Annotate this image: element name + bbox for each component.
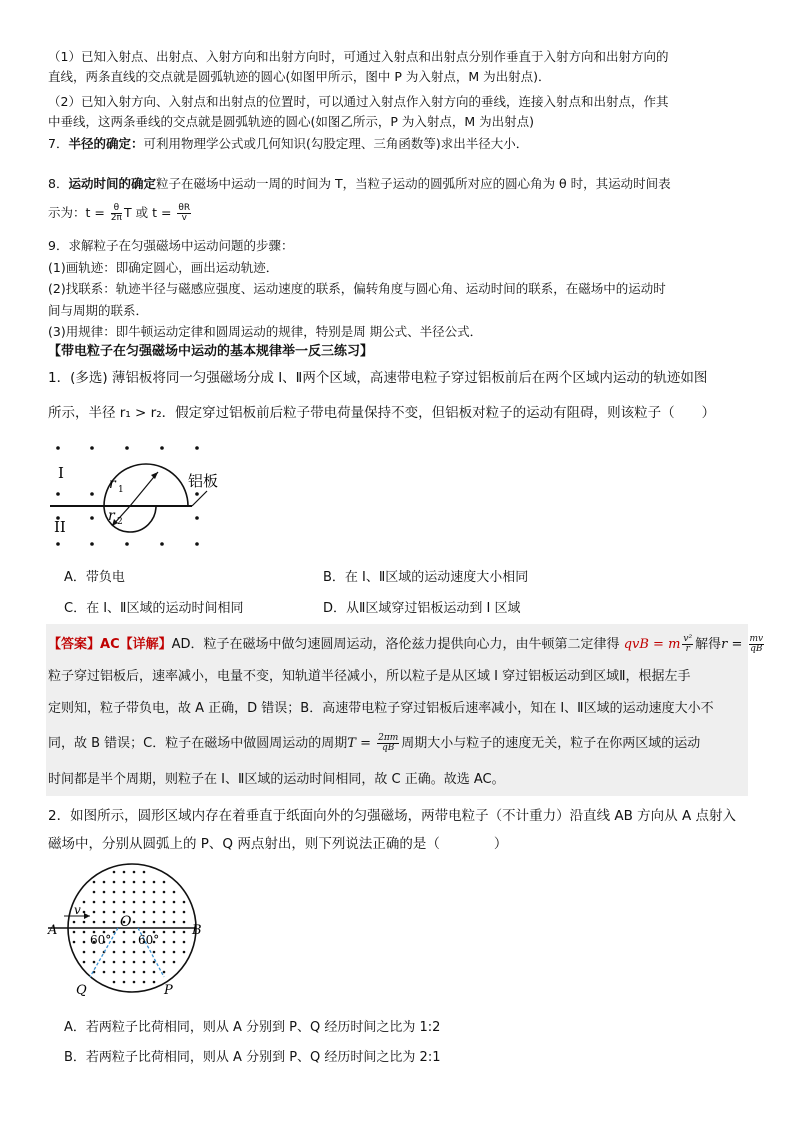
r2-subscript: 2	[117, 517, 123, 527]
answer-line: 定则知，粒子带负电，故 A 正确，D 错误；B．高速带电粒子穿过铝板后速率减小，知在 Ⅰ、Ⅱ区域的运动速度大小不	[48, 701, 714, 716]
text-line: （1）已知入射点、出射点、入射方向和出射方向时，可通过入射点和出射点分别作垂直于入射方向和出射方向的	[48, 49, 669, 64]
option-c: C．在 Ⅰ、Ⅱ区域的运动时间相同	[64, 601, 244, 616]
item-heading: 运动时间的确定	[68, 176, 156, 191]
field-dot	[173, 961, 176, 964]
field-dot	[123, 951, 126, 954]
question-1-text: 1．(多选) 薄铝板将同一匀强磁场分成 Ⅰ、Ⅱ两个区域，高速带电粒子穿过铝板前后在两个区域内运动的轨迹如图	[48, 370, 708, 386]
field-dot	[163, 881, 166, 884]
item-text: 可利用物理学公式或几何知识(勾股定理、三角函数等)求出半径大小．	[143, 136, 529, 151]
field-dot	[133, 881, 136, 884]
field-dot	[123, 891, 126, 894]
field-dot	[163, 891, 166, 894]
field-dot	[133, 961, 136, 964]
answer-text: 解得	[695, 637, 722, 652]
field-dot	[163, 901, 166, 904]
numerator: mv	[749, 634, 764, 644]
field-dot	[133, 941, 136, 944]
field-dot	[93, 881, 96, 884]
field-dot	[143, 981, 146, 984]
numerator: θR	[178, 203, 191, 213]
question-2-text: 磁场中，分别从圆弧上的 P、Q 两点射出，则下列说法正确的是（ ）	[48, 836, 508, 852]
field-dot	[83, 941, 86, 944]
figure-circular-field	[40, 864, 220, 999]
arrow-head	[84, 913, 90, 919]
field-dot	[113, 881, 116, 884]
field-dot	[93, 961, 96, 964]
label-a: A	[48, 923, 58, 938]
field-dot	[173, 891, 176, 894]
text-line: 直线，两条直线的交点就是圆弧轨迹的圆心(如图甲所示，图中 P 为入射点，M 为出射点)．	[48, 69, 551, 84]
field-dot	[143, 901, 146, 904]
field-dot	[103, 921, 106, 924]
section-title: 【带电粒子在匀强磁场中运动的基本规律举一反三练习】	[48, 344, 374, 359]
formula-prefix: 示为：t =	[48, 205, 109, 220]
field-dot	[153, 951, 156, 954]
answer-line: 时间都是半个周期，则粒子在 Ⅰ、Ⅱ区域的运动时间相同，故 C 正确。故选 AC。	[48, 772, 505, 787]
field-dot	[153, 981, 156, 984]
plate-pointer	[192, 491, 207, 506]
angle-label-right: 60°	[138, 933, 160, 947]
text-line: (3)用规律：即牛顿运动定律和圆周运动的规律，特别是周 期公式、半径公式．	[48, 324, 483, 339]
field-dot	[133, 921, 136, 924]
field-dot	[183, 941, 186, 944]
numerator: v²	[683, 634, 693, 644]
field-dot	[153, 881, 156, 884]
field-dot	[93, 921, 96, 924]
label-p: P	[164, 983, 173, 998]
field-dot	[173, 941, 176, 944]
field-dot	[123, 971, 126, 974]
field-dot	[173, 911, 176, 914]
label-q: Q	[76, 983, 87, 998]
field-dot	[103, 881, 106, 884]
field-dot	[73, 931, 76, 934]
arrow-head	[151, 472, 158, 479]
item-heading: 半径的确定：	[68, 136, 144, 151]
r2-label: r	[108, 508, 115, 524]
field-dot	[143, 911, 146, 914]
denominator: qB	[382, 743, 395, 753]
field-dot	[183, 901, 186, 904]
explain-tag: 【详解】	[119, 637, 172, 652]
field-dot	[143, 951, 146, 954]
field-dot	[83, 931, 86, 934]
numerator: 2πm	[378, 733, 399, 743]
question-1-text: 所示，半径 r₁ > r₂．假定穿过铝板前后粒子带电荷量保持不变，但铝板对粒子的运动有阻碍，则该粒子（ ）	[48, 405, 716, 421]
answer-tag: 【答案】	[48, 637, 101, 652]
field-dot	[143, 871, 146, 874]
angle-label-left: 60°	[90, 933, 112, 947]
r1-subscript: 1	[118, 485, 124, 495]
field-dot	[133, 911, 136, 914]
equation-qvb: qvB = m	[623, 637, 681, 652]
field-dot	[103, 911, 106, 914]
text-line: (2)找联系：轨迹半径与磁感应强度、运动速度的联系，偏转角度与圆心角、运动时间的联系，在磁场中的运动时	[48, 281, 666, 296]
field-dot	[163, 941, 166, 944]
field-dot	[93, 951, 96, 954]
field-dot	[113, 951, 116, 954]
option-b: B．在 Ⅰ、Ⅱ区域的运动速度大小相同	[323, 570, 529, 585]
field-dot	[133, 871, 136, 874]
field-dot	[93, 911, 96, 914]
field-dot	[123, 881, 126, 884]
field-dot	[73, 921, 76, 924]
field-dot	[163, 921, 166, 924]
item-number: 8．	[48, 176, 69, 191]
text-line: （2）已知入射方向、入射点和出射点的位置时，可以通过入射点作入射方向的垂线，连接入射点和出射点，作其	[48, 94, 669, 109]
formula-mid: T 或 t =	[123, 205, 176, 220]
option-b: B．若两粒子比荷相同，则从 A 分别到 P、Q 经历时间之比为 2:1	[64, 1050, 441, 1065]
denominator: v	[181, 213, 187, 223]
field-dot	[73, 941, 76, 944]
field-dot	[133, 951, 136, 954]
field-dot	[83, 921, 86, 924]
option-a: A．若两粒子比荷相同，则从 A 分别到 P、Q 经历时间之比为 1:2	[64, 1020, 441, 1035]
field-dot	[173, 931, 176, 934]
option-a: A．带负电	[64, 570, 125, 585]
field-dot	[153, 921, 156, 924]
field-dot	[153, 901, 156, 904]
text-line: 间与周期的联系．	[48, 303, 149, 318]
field-dot	[113, 901, 116, 904]
field-dot	[133, 971, 136, 974]
text-line: 9．求解粒子在匀强磁场中运动问题的步骤：	[48, 238, 294, 253]
field-dot	[153, 891, 156, 894]
answer-line: 粒子穿过铝板后，速率减小，电量不变，知轨道半径减小，所以粒子是从区域 Ⅰ 穿过铝板运动到区域Ⅱ，根据左手	[48, 669, 691, 684]
field-dot	[83, 951, 86, 954]
field-dot	[153, 911, 156, 914]
fraction-theta-2pi	[111, 204, 122, 223]
field-dot	[103, 901, 106, 904]
answer-text: AD．粒子在磁场中做匀速圆周运动，洛伦兹力提供向心力，由牛顿第二定律得	[171, 637, 620, 652]
field-dot	[113, 971, 116, 974]
field-dot	[93, 891, 96, 894]
denominator: qB	[750, 644, 763, 654]
field-dot	[173, 951, 176, 954]
answer-text: 同，故 B 错误；C．粒子在磁场中做圆周运动的周期	[48, 736, 348, 751]
field-dot	[123, 901, 126, 904]
denominator: 2π	[110, 213, 122, 223]
field-dot	[173, 921, 176, 924]
region-1-label: I	[58, 464, 64, 482]
fraction-2pim-qb	[377, 734, 399, 753]
formula-line	[48, 200, 748, 228]
field-dot	[153, 971, 156, 974]
field-dots	[56, 446, 199, 546]
text-line: 中垂线，这两条垂线的交点就是圆弧轨迹的圆心(如图乙所示，P 为入射点，M 为出射点)	[48, 114, 535, 129]
item-text: 粒子在磁场中运动一周的时间为 T，当粒子运动的圆弧所对应的圆心角为 θ 时，其运动时间表	[155, 176, 671, 191]
field-dot	[133, 931, 136, 934]
field-dot	[83, 901, 86, 904]
fraction-mv-qb	[749, 635, 765, 654]
field-dot	[183, 931, 186, 934]
trajectory-arc-r1	[104, 464, 188, 506]
text-line: (1)画轨迹：即确定圆心，画出运动轨迹．	[48, 260, 279, 275]
field-dot	[143, 971, 146, 974]
field-dot	[123, 981, 126, 984]
field-dot	[83, 961, 86, 964]
field-dot	[173, 901, 176, 904]
field-dot	[143, 881, 146, 884]
plate-label: 铝板	[188, 472, 219, 490]
label-o: O	[120, 914, 132, 930]
field-dot	[183, 951, 186, 954]
field-dot	[83, 911, 86, 914]
field-dot	[143, 921, 146, 924]
field-dot	[103, 891, 106, 894]
field-dot	[143, 891, 146, 894]
field-dot	[123, 911, 126, 914]
field-dot	[163, 951, 166, 954]
field-dot	[133, 901, 136, 904]
field-dot	[103, 971, 106, 974]
question-2-text: 2．如图所示，圆形区域内存在着垂直于纸面向外的匀强磁场，两带电粒子（不计重力）沿直线 AB 方向从 A 点射入	[48, 808, 736, 824]
field-dot	[143, 961, 146, 964]
field-dot	[113, 961, 116, 964]
field-dot	[133, 891, 136, 894]
field-dot	[113, 941, 116, 944]
figure-aluminum-plate	[40, 436, 240, 556]
fraction-v2-r	[682, 635, 693, 654]
field-dot	[113, 871, 116, 874]
region-2-label: II	[54, 518, 66, 536]
field-dot	[123, 871, 126, 874]
field-dot	[123, 931, 126, 934]
field-dot	[163, 961, 166, 964]
field-dot	[113, 891, 116, 894]
numerator: θ	[111, 204, 122, 214]
field-dot	[163, 911, 166, 914]
item-number: 7．	[48, 136, 69, 151]
field-dot	[163, 931, 166, 934]
answer-line	[48, 632, 764, 662]
field-dot	[113, 981, 116, 984]
answer-value: AC	[100, 637, 120, 652]
field-dot	[183, 921, 186, 924]
field-dot	[183, 911, 186, 914]
field-dot	[113, 921, 116, 924]
field-dot	[133, 981, 136, 984]
equation-r: r =	[721, 637, 747, 652]
item-7	[48, 135, 748, 153]
item-8	[48, 175, 748, 193]
answer-text: 周期大小与粒子的速度无关，粒子在你两区域的运动	[401, 736, 701, 751]
field-dot	[123, 941, 126, 944]
field-dot	[163, 971, 166, 974]
field-dot	[103, 961, 106, 964]
fraction-thetaR-v	[177, 204, 191, 223]
field-dot	[93, 901, 96, 904]
field-dot	[113, 911, 116, 914]
denominator: r	[685, 644, 690, 654]
field-dot	[123, 961, 126, 964]
equation-t: T =	[347, 736, 376, 751]
answer-line	[48, 730, 748, 762]
r1-label: r	[109, 476, 116, 492]
label-v: v	[74, 903, 81, 917]
option-d: D．从Ⅱ区域穿过铝板运动到 Ⅰ 区域	[323, 601, 521, 616]
label-b: B	[192, 923, 202, 938]
